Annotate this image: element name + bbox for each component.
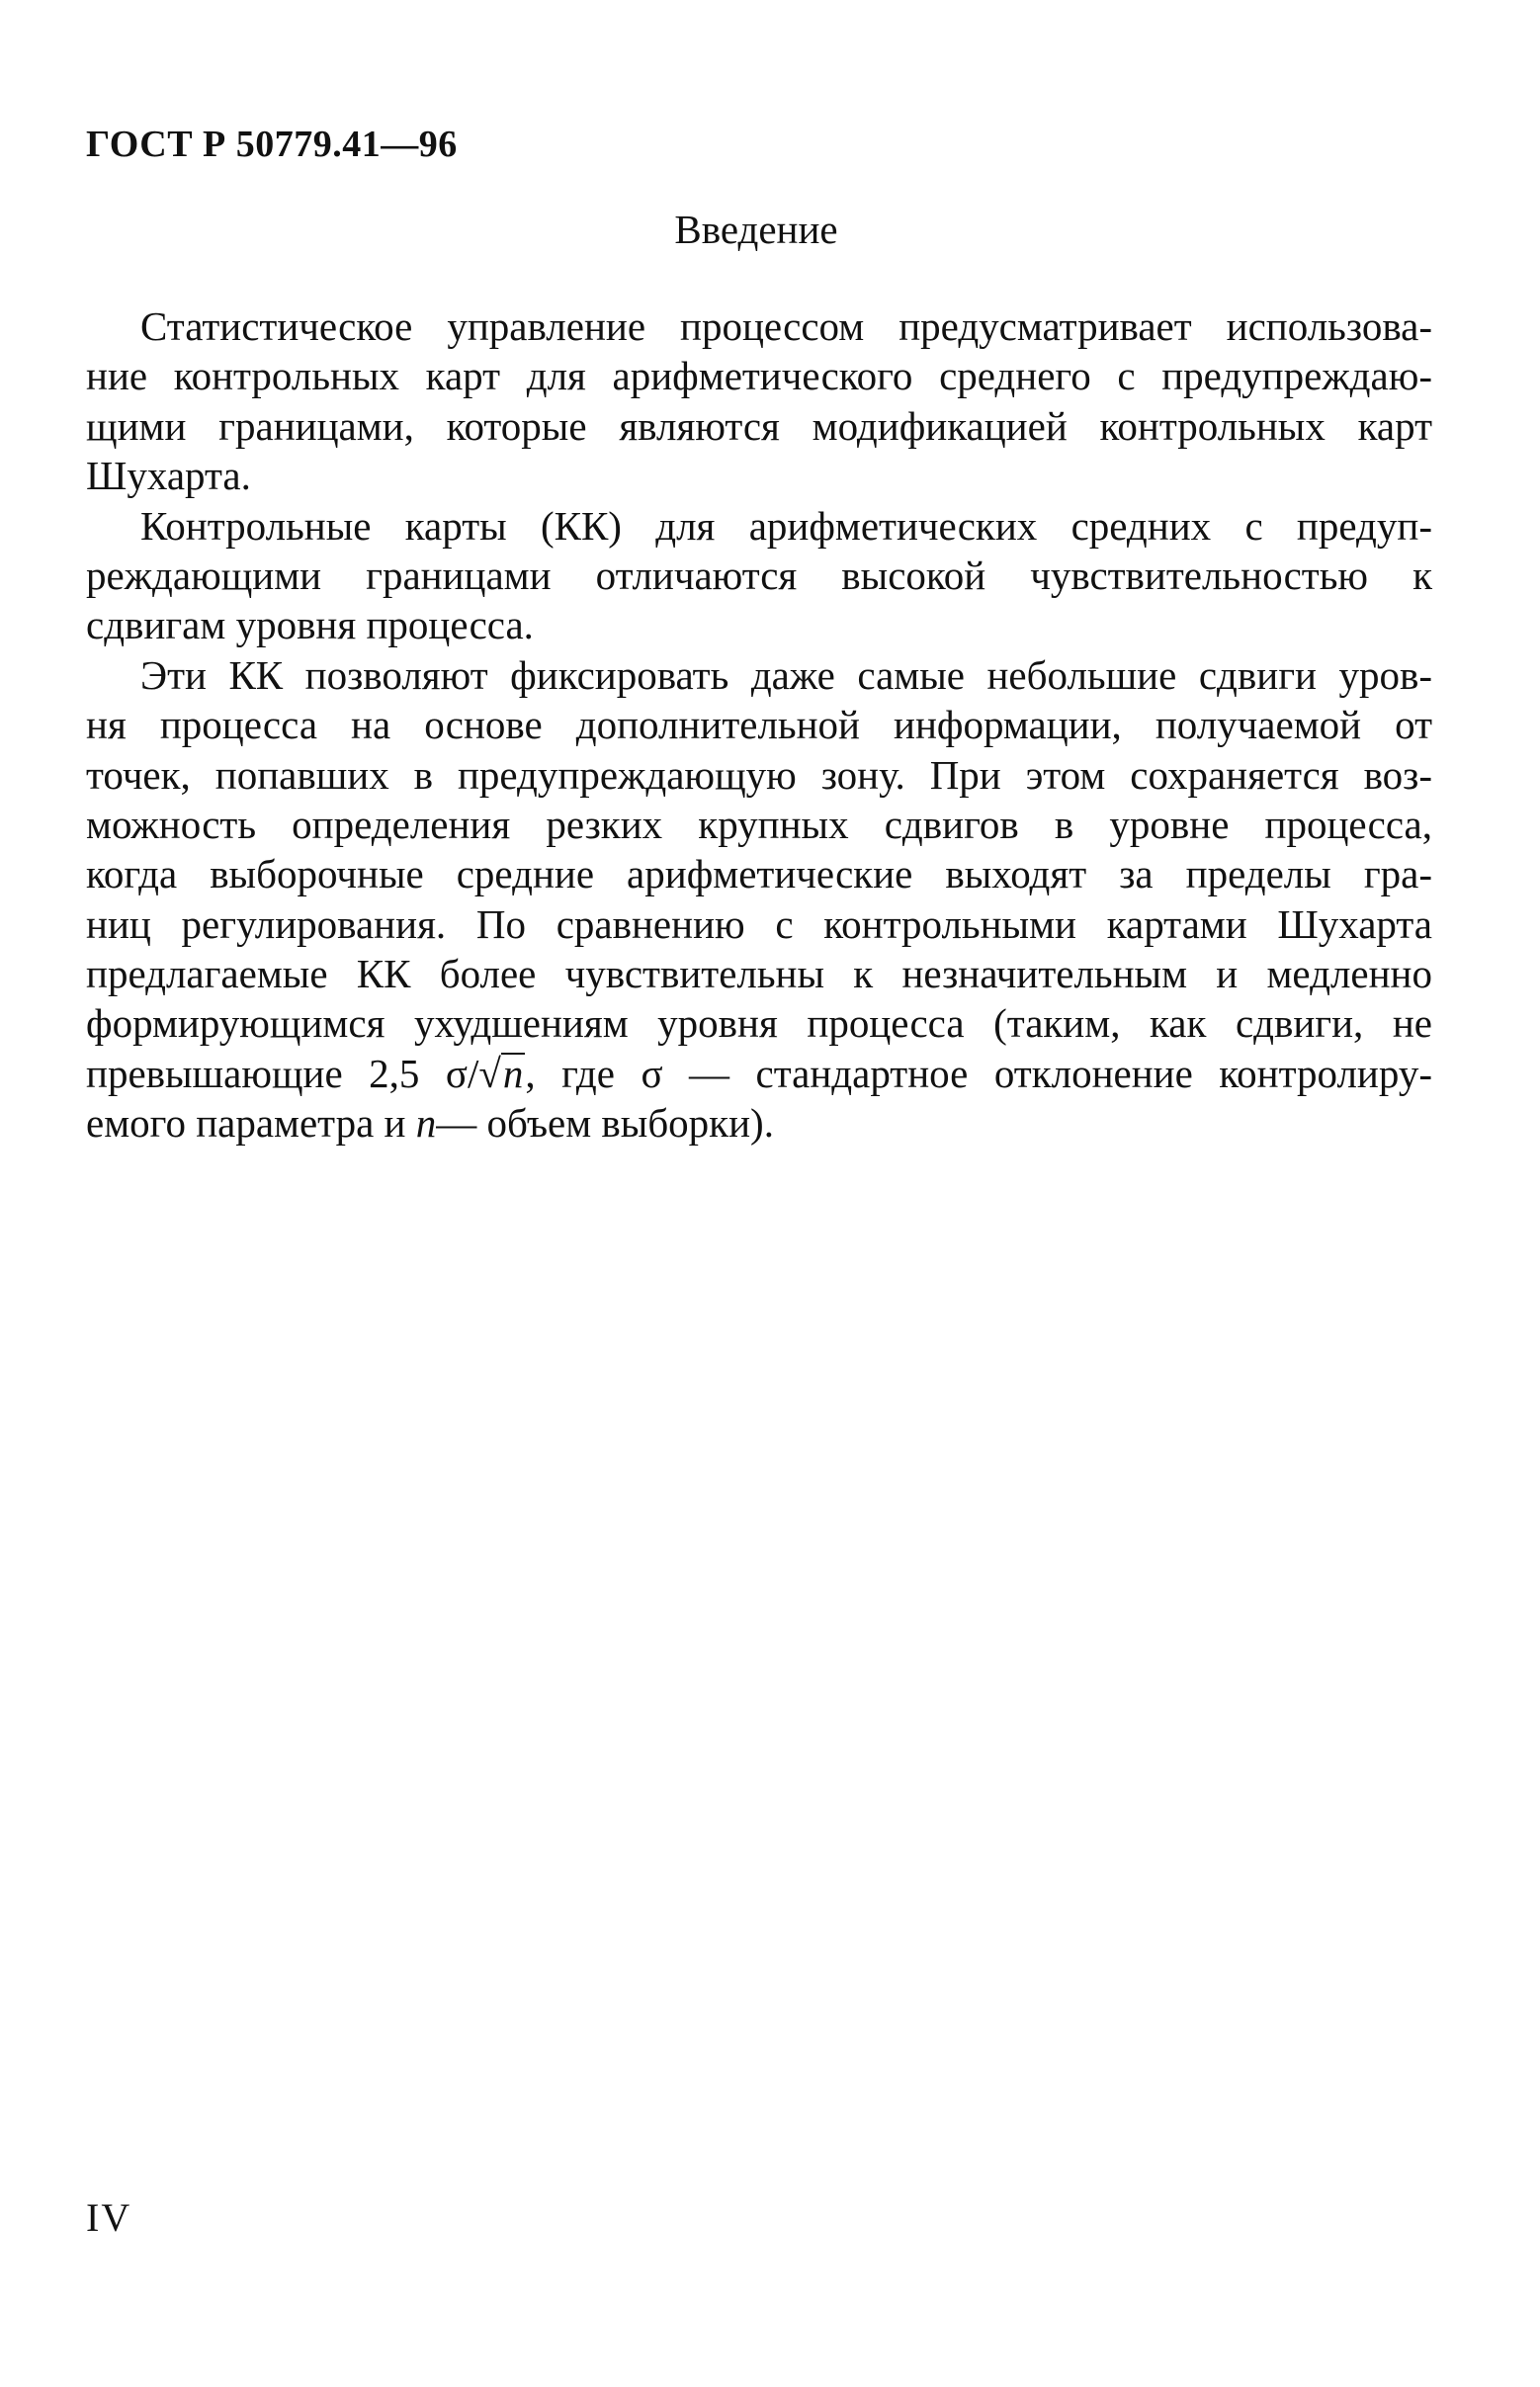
text-line: предлагаемые КК более чувствительны к незначительным и медленно bbox=[86, 951, 1432, 997]
text-line: когда выборочные средние арифметические выходят за пределы гра- bbox=[86, 851, 1432, 897]
page-number: IV bbox=[86, 2195, 132, 2240]
text-line: реждающими границами отличаются высокой чувствительностью к bbox=[86, 552, 1432, 598]
section-title: Введение bbox=[674, 207, 838, 252]
text-line: Эти КК позволяют фиксировать даже самые небольшие сдвиги уров- bbox=[140, 651, 1432, 698]
sample-size-variable: n bbox=[415, 1100, 437, 1147]
text-line: Шухарта. bbox=[86, 453, 251, 499]
formula-text-after: , где σ — стандартное отклонение контролиру- bbox=[525, 1050, 1432, 1096]
paragraph-3 bbox=[86, 650, 1432, 1149]
paragraph-2 bbox=[86, 501, 1432, 650]
text-line: ние контрольных карт для арифметического среднего с предупреждаю- bbox=[86, 353, 1432, 399]
body-text bbox=[86, 301, 1432, 1149]
last-line-text-after: — объем выборки). bbox=[436, 1100, 774, 1147]
text-line bbox=[86, 1098, 1432, 1148]
text-line: формирующимся ухудшениям уровня процесса (таким, как сдвиги, не bbox=[86, 1000, 1432, 1047]
text-line: щими границами, которые являются модификацией контрольных карт bbox=[86, 402, 1432, 449]
text-line: Статистическое управление процессом предусматривает использова- bbox=[140, 303, 1432, 349]
radical-sign: √ bbox=[478, 1050, 501, 1096]
document-code: ГОСТ Р 50779.41—96 bbox=[86, 124, 458, 165]
text-line: Контрольные карты (КК) для арифметических средних с предуп- bbox=[140, 502, 1432, 549]
text-line: точек, попавших в предупреждающую зону. При этом сохраняется воз- bbox=[86, 751, 1432, 798]
formula-text-before: превышающие 2,5 σ/ bbox=[86, 1050, 479, 1096]
square-root-formula bbox=[478, 1049, 525, 1098]
text-line: сдвигам уровня процесса. bbox=[86, 602, 534, 648]
radicand: n bbox=[502, 1050, 524, 1096]
text-line: можность определения резких крупных сдвигов в уровне процесса, bbox=[86, 801, 1432, 847]
text-line: ниц регулирования. По сравнению с контрольными картами Шухарта bbox=[86, 900, 1432, 947]
text-line: ня процесса на основе дополнительной информации, получаемой от bbox=[86, 702, 1432, 748]
paragraph-1 bbox=[86, 301, 1432, 501]
last-line-text-before: емого параметра и bbox=[86, 1100, 416, 1147]
formula-line bbox=[86, 1049, 1432, 1098]
